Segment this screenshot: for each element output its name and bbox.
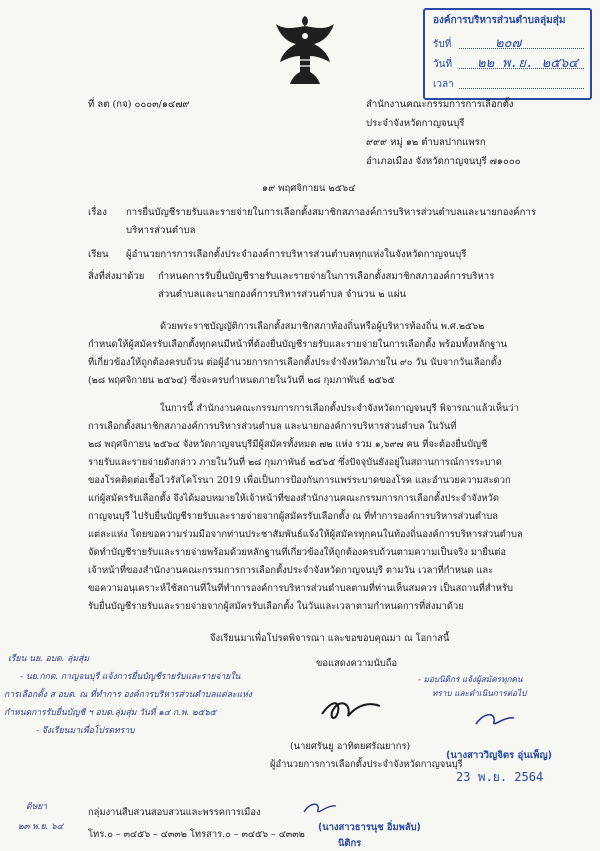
garuda-emblem-icon <box>274 12 336 86</box>
stamp-received-label: รับที่ <box>433 39 452 50</box>
reference-number: ที่ ลต (กจ) ๐๐๐๓/๑๔๗๙ <box>88 99 190 110</box>
paragraph-1-line: (๒๘ พฤศจิกายน ๒๕๖๔) ซึ่งจะครบกำหนดภายในวันที่ ๒๘ กุมภาพันธ์ ๒๕๖๕ <box>88 375 395 386</box>
handwritten-note-right-line: ทราบ และดำเนินการต่อไป <box>432 688 527 698</box>
closing-line: จึงเรียนมาเพื่อโปรดพิจารณา และขอขอบคุณมา ณ โอกาสนี้ <box>210 633 450 644</box>
recipient: ผู้อำนวยการการเลือกตั้งประจำองค์การบริหารส่วนตำบลทุกแห่งในจังหวัดกาญจนบุรี <box>126 249 467 260</box>
handwritten-note-line: กำหนดการรับยื่นบัญชี ฯ อบต.ลุ่มสุ่ม วันที่ ๑๔ ก.พ. ๒๕๖๕ <box>4 708 217 718</box>
paragraph-1-line: ที่เกี่ยวข้องให้ถูกต้องครบถ้วน ต่อผู้อำนวยการการเลือกตั้งประจำจังหวัดภายใน ๙๐ วัน นับจากวันเลือกตั้ง <box>88 357 502 368</box>
receipt-stamp <box>423 8 592 100</box>
paragraph-1-line: กำหนดให้ผู้สมัครรับเลือกตั้งทุกคนมีหน้าที่ต้องยื่นบัญชีรายรับและรายจ่ายในการเลือกตั้ง พร้อมทั้งหลักฐาน <box>88 339 507 350</box>
paragraph-2-line: แก่ผู้สมัครรับเลือกตั้ง จึงได้มอบหมายให้เจ้าหน้าที่ของสำนักงานคณะกรรมการการเลือกตั้งประจำจังหวัด <box>88 493 499 504</box>
handwritten-initials: ดิษยา <box>26 802 48 812</box>
paragraph-2-line: แต่ละแห่ง โดยขอความร่วมมือจากท่านประชาสัมพันธ์แจ้งให้ผู้สมัครทุกคนในท้องถิ่นองค์การบริหารส่วนตำบล <box>88 529 523 540</box>
department: กลุ่มงานสืบสวนสอบสวนและพรรคการเมือง <box>88 807 261 818</box>
salutation-label: เรียน <box>88 249 109 260</box>
enclosure-label: สิ่งที่ส่งมาด้วย <box>88 271 145 282</box>
subject-label: เรื่อง <box>88 207 107 218</box>
handwritten-date: ๒๓ พ.ย. ๖๔ <box>18 822 64 832</box>
letter-date: ๑๙ พฤศจิกายน ๒๕๖๔ <box>262 183 356 194</box>
approval-stamp-date: 23 พ.ย. 2564 <box>456 770 544 784</box>
paragraph-2-line: ขอความอนุเคราะห์ใช้สถานที่ในที่ทำการองค์การบริหารส่วนตำบลตามที่ท่านเห็นสมควร เป็นสถานที่สำหรับ <box>88 583 513 594</box>
handwritten-note-line: เรียน นย. อบต. ลุ่มสุ่ม <box>8 654 90 664</box>
handwritten-note-right-line: - มอบนิติกร แจ้งผู้สมัครทุกคน <box>418 674 523 684</box>
sender-address-line: สำนักงานคณะกรรมการการเลือกตั้ง <box>366 99 514 110</box>
handwritten-note-line: การเลือกตั้ง ส อบต. ณ ที่ทำการ องค์การบริหารส่วนตำบลแต่ละแห่ง <box>4 690 252 700</box>
bottom-stamp-name: (นางสาวธารนุช อิ่มพลับ) <box>318 822 421 833</box>
subject-line: การยื่นบัญชีรายรับและรายจ่ายในการเลือกตั้งสมาชิกสภาองค์การบริหารส่วนตำบลและนายกองค์การ <box>126 207 536 218</box>
sender-address-line: ๙๙๙ หมู่ ๑๒ ตำบลปากแพรก <box>366 137 486 148</box>
paragraph-2-line: กาญจนบุรี ไปรับยื่นบัญชีรายรับและรายจ่ายจากผู้สมัครรับเลือกตั้ง ณ ที่ทำการองค์การบริหารส่วนตำบล <box>88 511 498 522</box>
signer-name: (นายศรันยู อาทิตยศรัณยากร) <box>290 741 411 752</box>
director-signature <box>318 690 388 730</box>
stamp-date-label: วันที่ <box>433 59 453 70</box>
stamp-time-label: เวลา <box>433 79 454 90</box>
paragraph-2-line: จัดทำบัญชีรายรับและรายจ่ายพร้อมด้วยหลักฐานที่เกี่ยวข้องให้ถูกต้องครบถ้วนตามความเป็นจริง มายื่นต่อ <box>88 547 506 558</box>
handwritten-note-line: - จึงเรียนมาเพื่อโปรดทราบ <box>36 726 135 736</box>
stamp-received-number: ๒๐๗ <box>495 36 522 51</box>
paragraph-2-line: รายรับและรายจ่ายดังกล่าว ภายในวันที่ ๒๘ กุมภาพันธ์ ๒๕๖๕ ซึ่งปัจจุบันยังอยู่ในสถานการณ์การระบาด <box>88 457 502 468</box>
paragraph-2-line: ของโรคติดต่อเชื้อไวรัสโคโรนา 2019 เพื่อเป็นการป้องกันการแพร่ระบาดของโรค และอำนวยความสะดวก <box>88 475 511 486</box>
signer-title: ผู้อำนวยการการเลือกตั้งประจำจังหวัดกาญจนบุรี <box>270 759 463 770</box>
sender-address-line: อำเภอเมือง จังหวัดกาญจนบุรี ๗๑๐๐๐ <box>366 156 521 167</box>
paragraph-2-line: รับยื่นบัญชีรายรับและรายจ่ายจากผู้สมัครรับเลือกตั้ง ในวันและเวลาตามกำหนดการที่ส่งมาด้วย <box>88 601 464 612</box>
bottom-stamp-title: นิติกร <box>338 838 362 849</box>
enclosure-line: กำหนดการรับยื่นบัญชีรายรับและรายจ่ายในการเลือกตั้งสมาชิกสภาองค์การบริหาร <box>158 271 495 282</box>
handwritten-note-line: - นย.กกต. กาญจนบุรี แจ้งการยื่นบัญชีรายรับและรายจ่ายใน <box>20 672 241 682</box>
stamp-org-name: องค์การบริหารส่วนตำบลลุ่มสุ่ม <box>433 15 566 26</box>
subject-line: บริหารส่วนตำบล <box>126 225 196 236</box>
approval-stamp-name: (นางสาววิญจิตร อุ่นเพ็ญ) <box>446 750 553 761</box>
approver-signature <box>470 706 530 732</box>
paragraph-2-line: ๒๘ พฤศจิกายน ๒๕๖๔ จังหวัดกาญจนบุรีมีผู้สมัครทั้งหมด ๗๒ แห่ง รวม ๑,๖๙๗ คน ที่จะต้องยื่นบัญชี <box>88 439 488 450</box>
paragraph-1-line: ด้วยพระราชบัญญัติการเลือกตั้งสมาชิกสภาท้องถิ่นหรือผู้บริหารท้องถิ่น พ.ศ.๒๕๖๒ <box>160 321 485 332</box>
paragraph-2-line: ในการนี้ สำนักงานคณะกรรมการการเลือกตั้งประจำจังหวัดกาญจนบุรี พิจารณาแล้วเห็นว่า <box>160 403 519 414</box>
stamp-date-value: ๒๒ พ.ย. ๒๕๖๔ <box>477 56 579 71</box>
paragraph-2-line: เจ้าหน้าที่ของสำนักงานคณะกรรมการการเลือกตั้งประจำจังหวัดกาญจนบุรี ตามวัน เวลาที่กำหนด และ <box>88 565 494 576</box>
paragraph-2-line: การเลือกตั้งสมาชิกสภาองค์การบริหารส่วนตำบล และนายกองค์การบริหารส่วนตำบล ในวันที่ <box>88 421 457 432</box>
sender-address-line: ประจำจังหวัดกาญจนบุรี <box>366 118 465 129</box>
regards-line: ขอแสดงความนับถือ <box>316 658 398 669</box>
enclosure-line: ส่วนตำบลและนายกองค์การบริหารส่วนตำบล จำนวน ๒ แผ่น <box>158 289 407 300</box>
phone-fax: โทร.๐ – ๓๔๕๖ – ๔๓๓๒ โทรสาร.๐ – ๓๔๕๖ – ๔๓๓๒ <box>88 829 305 840</box>
legal-officer-signature <box>300 798 340 818</box>
